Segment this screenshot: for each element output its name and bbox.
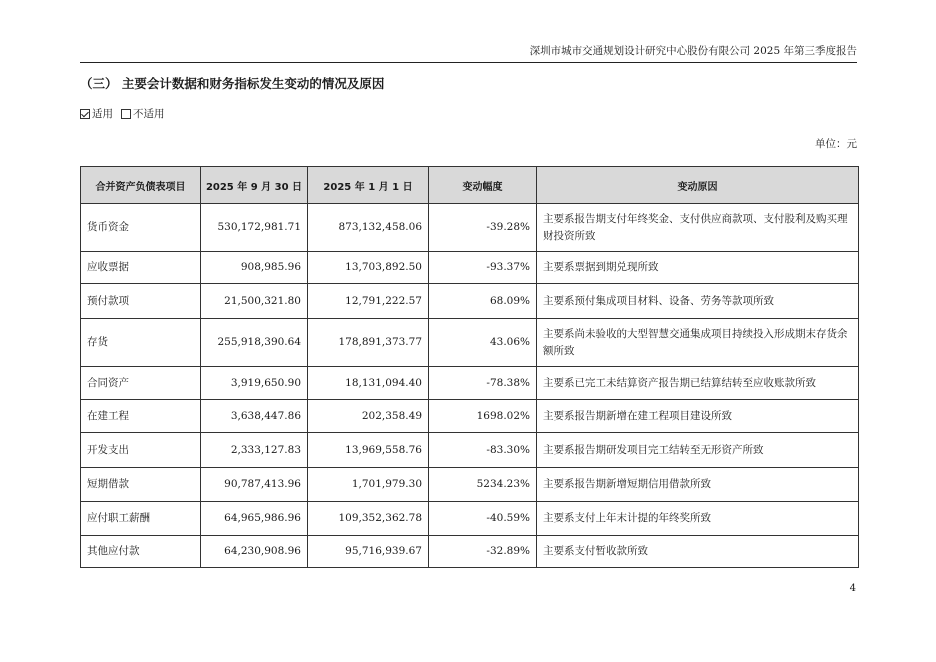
row-value-opening: 178,891,373.77 (308, 319, 429, 367)
option-not-applicable-label: 不适用 (133, 108, 165, 120)
row-value-current: 908,985.96 (201, 252, 308, 284)
row-value-current: 530,172,981.71 (201, 204, 308, 252)
row-item: 应付职工薪酬 (81, 502, 201, 536)
row-reason: 主要系报告期新增短期信用借款所致 (537, 468, 859, 502)
balance-sheet-change-table (80, 166, 859, 568)
row-change-rate: 68.09% (429, 284, 537, 319)
table-row (81, 502, 859, 536)
table-row (81, 204, 859, 252)
row-item: 短期借款 (81, 468, 201, 502)
row-value-current: 64,965,986.96 (201, 502, 308, 536)
row-item: 在建工程 (81, 400, 201, 433)
page-number: 4 (849, 583, 856, 594)
checked-box-icon (80, 109, 90, 119)
row-change-rate: 1698.02% (429, 400, 537, 433)
header-2025-09-30: 2025 年 9 月 30 日 (201, 167, 308, 204)
row-value-opening: 1,701,979.30 (308, 468, 429, 502)
row-item: 应收票据 (81, 252, 201, 284)
row-value-opening: 873,132,458.06 (308, 204, 429, 252)
header-change-reason: 变动原因 (537, 167, 859, 204)
option-applicable-label: 适用 (92, 108, 113, 120)
row-value-opening: 109,352,362.78 (308, 502, 429, 536)
row-value-opening: 12,791,222.57 (308, 284, 429, 319)
row-reason: 主要系已完工未结算资产报告期已结算结转至应收账款所致 (537, 367, 859, 400)
unit-label: 单位：元 (815, 138, 857, 150)
unchecked-box-icon (121, 109, 131, 119)
document-header: 深圳市城市交通规划设计研究中心股份有限公司 2025 年第三季度报告 (529, 45, 857, 57)
row-reason: 主要系预付集成项目材料、设备、劳务等款项所致 (537, 284, 859, 319)
table-row (81, 284, 859, 319)
row-value-current: 3,919,650.90 (201, 367, 308, 400)
row-reason: 主要系报告期新增在建工程项目建设所致 (537, 400, 859, 433)
applicability-options (80, 106, 173, 121)
header-divider (80, 62, 857, 63)
row-item: 货币资金 (81, 204, 201, 252)
table-row (81, 468, 859, 502)
row-value-opening: 13,969,558.76 (308, 433, 429, 468)
row-reason: 主要系支付上年末计提的年终奖所致 (537, 502, 859, 536)
table-row (81, 319, 859, 367)
option-applicable[interactable] (80, 106, 113, 121)
row-value-current: 255,918,390.64 (201, 319, 308, 367)
row-value-current: 2,333,127.83 (201, 433, 308, 468)
section-title: （三） 主要会计数据和财务指标发生变动的情况及原因 (80, 76, 385, 91)
row-reason: 主要系支付暂收款所致 (537, 536, 859, 568)
row-change-rate: -32.89% (429, 536, 537, 568)
table-header-row (81, 167, 859, 204)
row-value-current: 90,787,413.96 (201, 468, 308, 502)
row-reason: 主要系尚未验收的大型智慧交通集成项目持续投入形成期末存货余额所致 (537, 319, 859, 367)
row-change-rate: -83.30% (429, 433, 537, 468)
row-item: 其他应付款 (81, 536, 201, 568)
row-value-opening: 202,358.49 (308, 400, 429, 433)
row-item: 存货 (81, 319, 201, 367)
row-change-rate: -78.38% (429, 367, 537, 400)
row-change-rate: -40.59% (429, 502, 537, 536)
table-row (81, 433, 859, 468)
row-reason: 主要系票据到期兑现所致 (537, 252, 859, 284)
row-value-opening: 95,716,939.67 (308, 536, 429, 568)
header-change-rate: 变动幅度 (429, 167, 537, 204)
row-value-opening: 13,703,892.50 (308, 252, 429, 284)
row-item: 开发支出 (81, 433, 201, 468)
header-item: 合并资产负债表项目 (81, 167, 201, 204)
table-row (81, 252, 859, 284)
row-item: 预付款项 (81, 284, 201, 319)
row-value-opening: 18,131,094.40 (308, 367, 429, 400)
header-2025-01-01: 2025 年 1 月 1 日 (308, 167, 429, 204)
row-reason: 主要系报告期研发项目完工结转至无形资产所致 (537, 433, 859, 468)
row-change-rate: 5234.23% (429, 468, 537, 502)
row-value-current: 21,500,321.80 (201, 284, 308, 319)
row-item: 合同资产 (81, 367, 201, 400)
row-value-current: 3,638,447.86 (201, 400, 308, 433)
row-reason: 主要系报告期支付年终奖金、支付供应商款项、支付股利及购买理财投资所致 (537, 204, 859, 252)
row-change-rate: 43.06% (429, 319, 537, 367)
row-value-current: 64,230,908.96 (201, 536, 308, 568)
table-row (81, 536, 859, 568)
table-row (81, 400, 859, 433)
option-not-applicable[interactable] (121, 106, 165, 121)
row-change-rate: -39.28% (429, 204, 537, 252)
row-change-rate: -93.37% (429, 252, 537, 284)
table-row (81, 367, 859, 400)
